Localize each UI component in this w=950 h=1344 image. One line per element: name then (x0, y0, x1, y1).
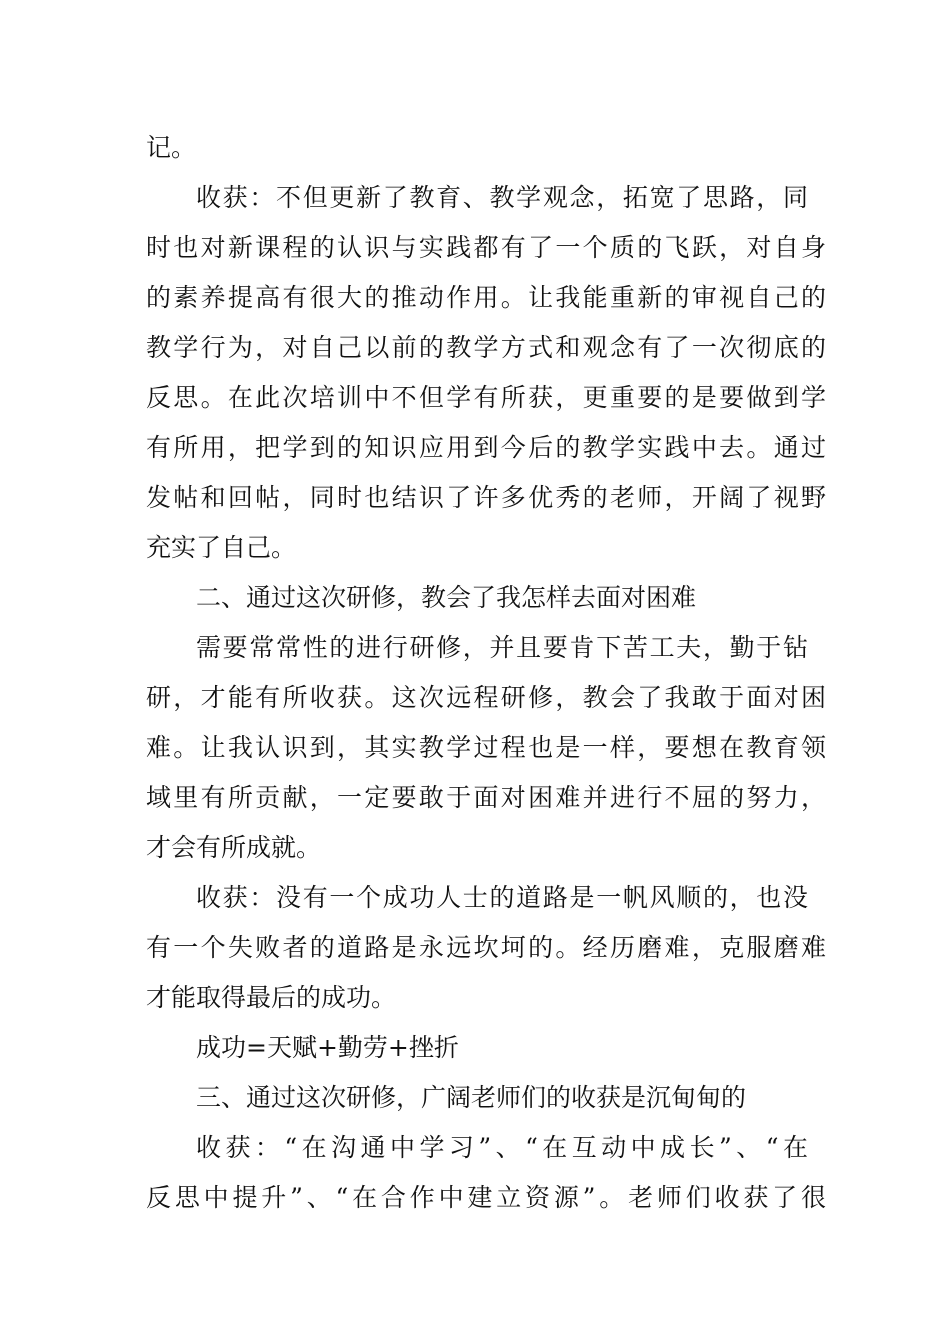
text-line: 需要常常性的进行研修，并且要肯下苦工夫，勤于钻 (196, 633, 808, 662)
text-line: 收获：“在沟通中学习”、“在互动中成长”、“在 (196, 1133, 808, 1162)
text-line: 研，才能有所收获。这次远程研修，教会了我敢于面对困 (146, 683, 826, 712)
text-line: 的素养提高有很大的推动作用。让我能重新的审视自己的 (146, 283, 826, 312)
text-line: 时也对新课程的认识与实践都有了一个质的飞跃，对自身 (146, 233, 826, 262)
text-line: 收获：不但更新了教育、教学观念，拓宽了思路，同 (196, 183, 808, 212)
text-line: 才会有所成就。 (146, 833, 322, 862)
section-heading: 二、通过这次研修，教会了我怎样去面对困难 (196, 583, 697, 612)
text-line: 收获：没有一个成功人士的道路是一帆风顺的，也没 (196, 883, 808, 912)
text-line: 记。 (146, 133, 197, 162)
text-line: 反思。在此次培训中不但学有所获，更重要的是要做到学 (146, 383, 826, 412)
text-line: 反思中提升”、“在合作中建立资源”。老师们收获了很 (146, 1183, 826, 1212)
section-heading: 三、通过这次研修，广阔老师们的收获是沉甸甸的 (196, 1083, 747, 1112)
text-line: 才能取得最后的成功。 (146, 983, 397, 1012)
text-line: 有一个失败者的道路是永远坎坷的。经历磨难，克服磨难 (146, 933, 826, 962)
text-line: 充实了自己。 (146, 533, 297, 562)
text-line: 域里有所贡献，一定要敢于面对困难并进行不屈的努力， (146, 783, 826, 812)
text-line: 发帖和回帖，同时也结识了许多优秀的老师，开阔了视野 (146, 483, 826, 512)
text-line: 教学行为，对自己以前的教学方式和观念有了一次彻底的 (146, 333, 826, 362)
formula-line: 成功=天赋+勤劳+挫折 (196, 1033, 459, 1062)
text-line: 难。让我认识到，其实教学过程也是一样，要想在教育领 (146, 733, 826, 762)
text-line: 有所用，把学到的知识应用到今后的教学实践中去。通过 (146, 433, 826, 462)
